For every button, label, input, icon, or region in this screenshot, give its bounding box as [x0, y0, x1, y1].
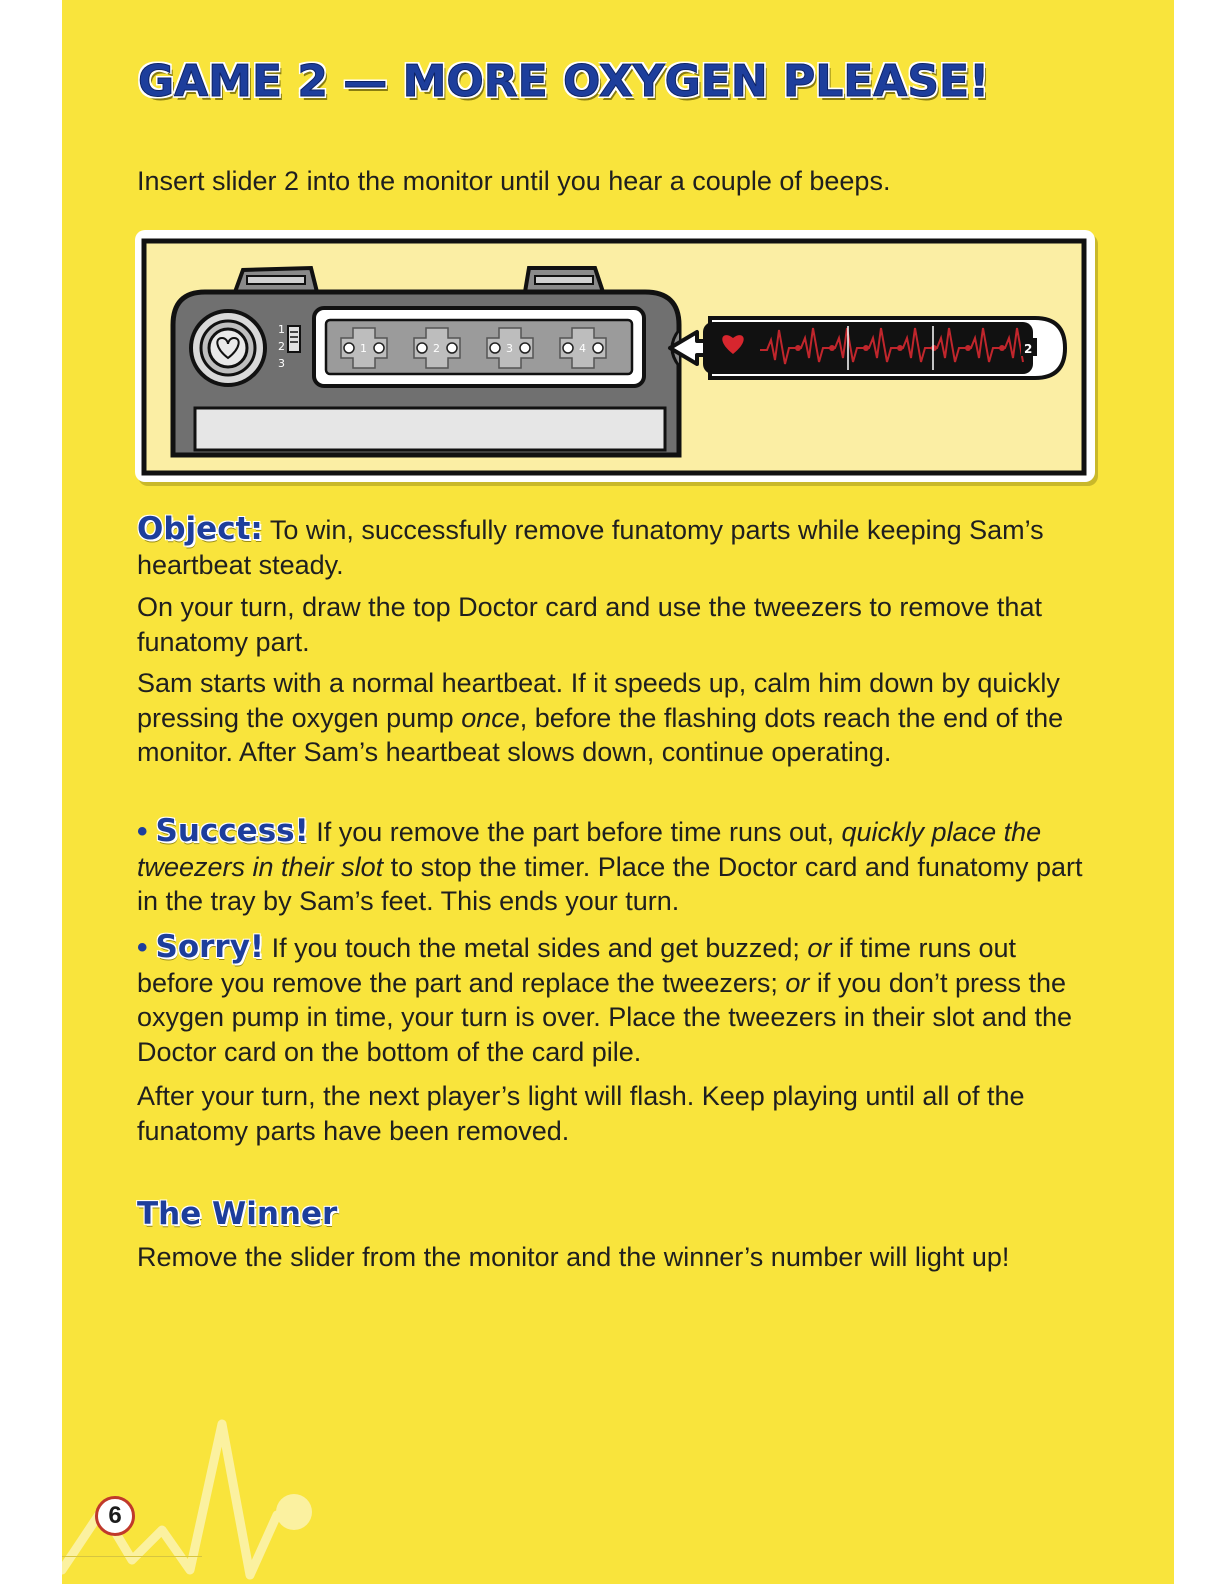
success-bullet: • — [137, 815, 148, 848]
monitor-illustration — [135, 230, 1095, 482]
footer-rule — [62, 1556, 202, 1557]
object-heading: Object: — [137, 511, 263, 547]
sorry-text-2: if time runs out before you remove the part and replace the tweezers; — [137, 933, 1017, 998]
svg-text:1: 1 — [278, 323, 285, 336]
heartbeat-emphasis: once — [461, 702, 520, 733]
sorry-text-1: If you touch the metal sides and get buzzed; — [271, 933, 808, 963]
turn-paragraph: On your turn, draw the top Doctor card and use the tweezers to remove that funatomy part. — [137, 592, 1042, 657]
object-paragraph — [137, 512, 1097, 582]
heartbeat-text-2: , before the flashing dots reach the end of the monitor. After Sam’s heartbeat slows down, continue operating. — [137, 702, 1064, 767]
svg-text:2: 2 — [1024, 342, 1033, 356]
success-text-1: If you remove the part before time runs out, — [316, 817, 842, 847]
svg-text:3: 3 — [506, 342, 513, 355]
sorry-paragraph — [137, 930, 1097, 1069]
sorry-text-3: if you don’t press the oxygen pump in time, your turn is over. Place the tweezers in their slot and the Doctor card on the bottom of the card pile. — [137, 967, 1072, 1067]
svg-text:2: 2 — [433, 342, 440, 355]
heartbeat-paragraph — [137, 666, 1097, 770]
sorry-heading: Sorry! — [155, 929, 265, 965]
sorry-bullet: • — [137, 931, 148, 964]
page-title: GAME 2 — MORE OXYGEN PLEASE! — [138, 56, 990, 107]
winner-heading: The Winner — [137, 1196, 338, 1232]
page-number: 6 — [95, 1496, 135, 1536]
sorry-or-2: or — [785, 967, 810, 998]
object-text: To win, successfully remove funatomy parts while keeping Sam’s heartbeat steady. — [137, 515, 1044, 580]
winner-text: Remove the slider from the monitor and the winner’s number will light up! — [137, 1242, 1010, 1272]
heartbeat-text-1: Sam starts with a normal heartbeat. If it speeds up, calm him down by quickly pressing the oxygen pump — [137, 668, 1060, 733]
sorry-or-1: or — [807, 933, 832, 963]
svg-text:1: 1 — [360, 342, 367, 355]
manual-page — [62, 0, 1174, 1584]
success-text-2: to stop the timer. Place the Doctor card and funatomy part in the tray by Sam’s feet. This ends your turn. — [137, 851, 1083, 916]
success-emphasis: quickly place the tweezers in their slot — [137, 817, 1042, 882]
success-heading: Success! — [155, 813, 309, 849]
intro-text: Insert slider 2 into the monitor until you hear a couple of beeps. — [137, 166, 891, 196]
svg-text:2: 2 — [278, 340, 285, 353]
after-turn-paragraph: After your turn, the next player’s light will flash. Keep playing until all of the funatomy parts have been removed. — [137, 1081, 1025, 1146]
success-paragraph — [137, 814, 1097, 919]
svg-text:3: 3 — [278, 357, 285, 370]
svg-text:4: 4 — [579, 342, 586, 355]
